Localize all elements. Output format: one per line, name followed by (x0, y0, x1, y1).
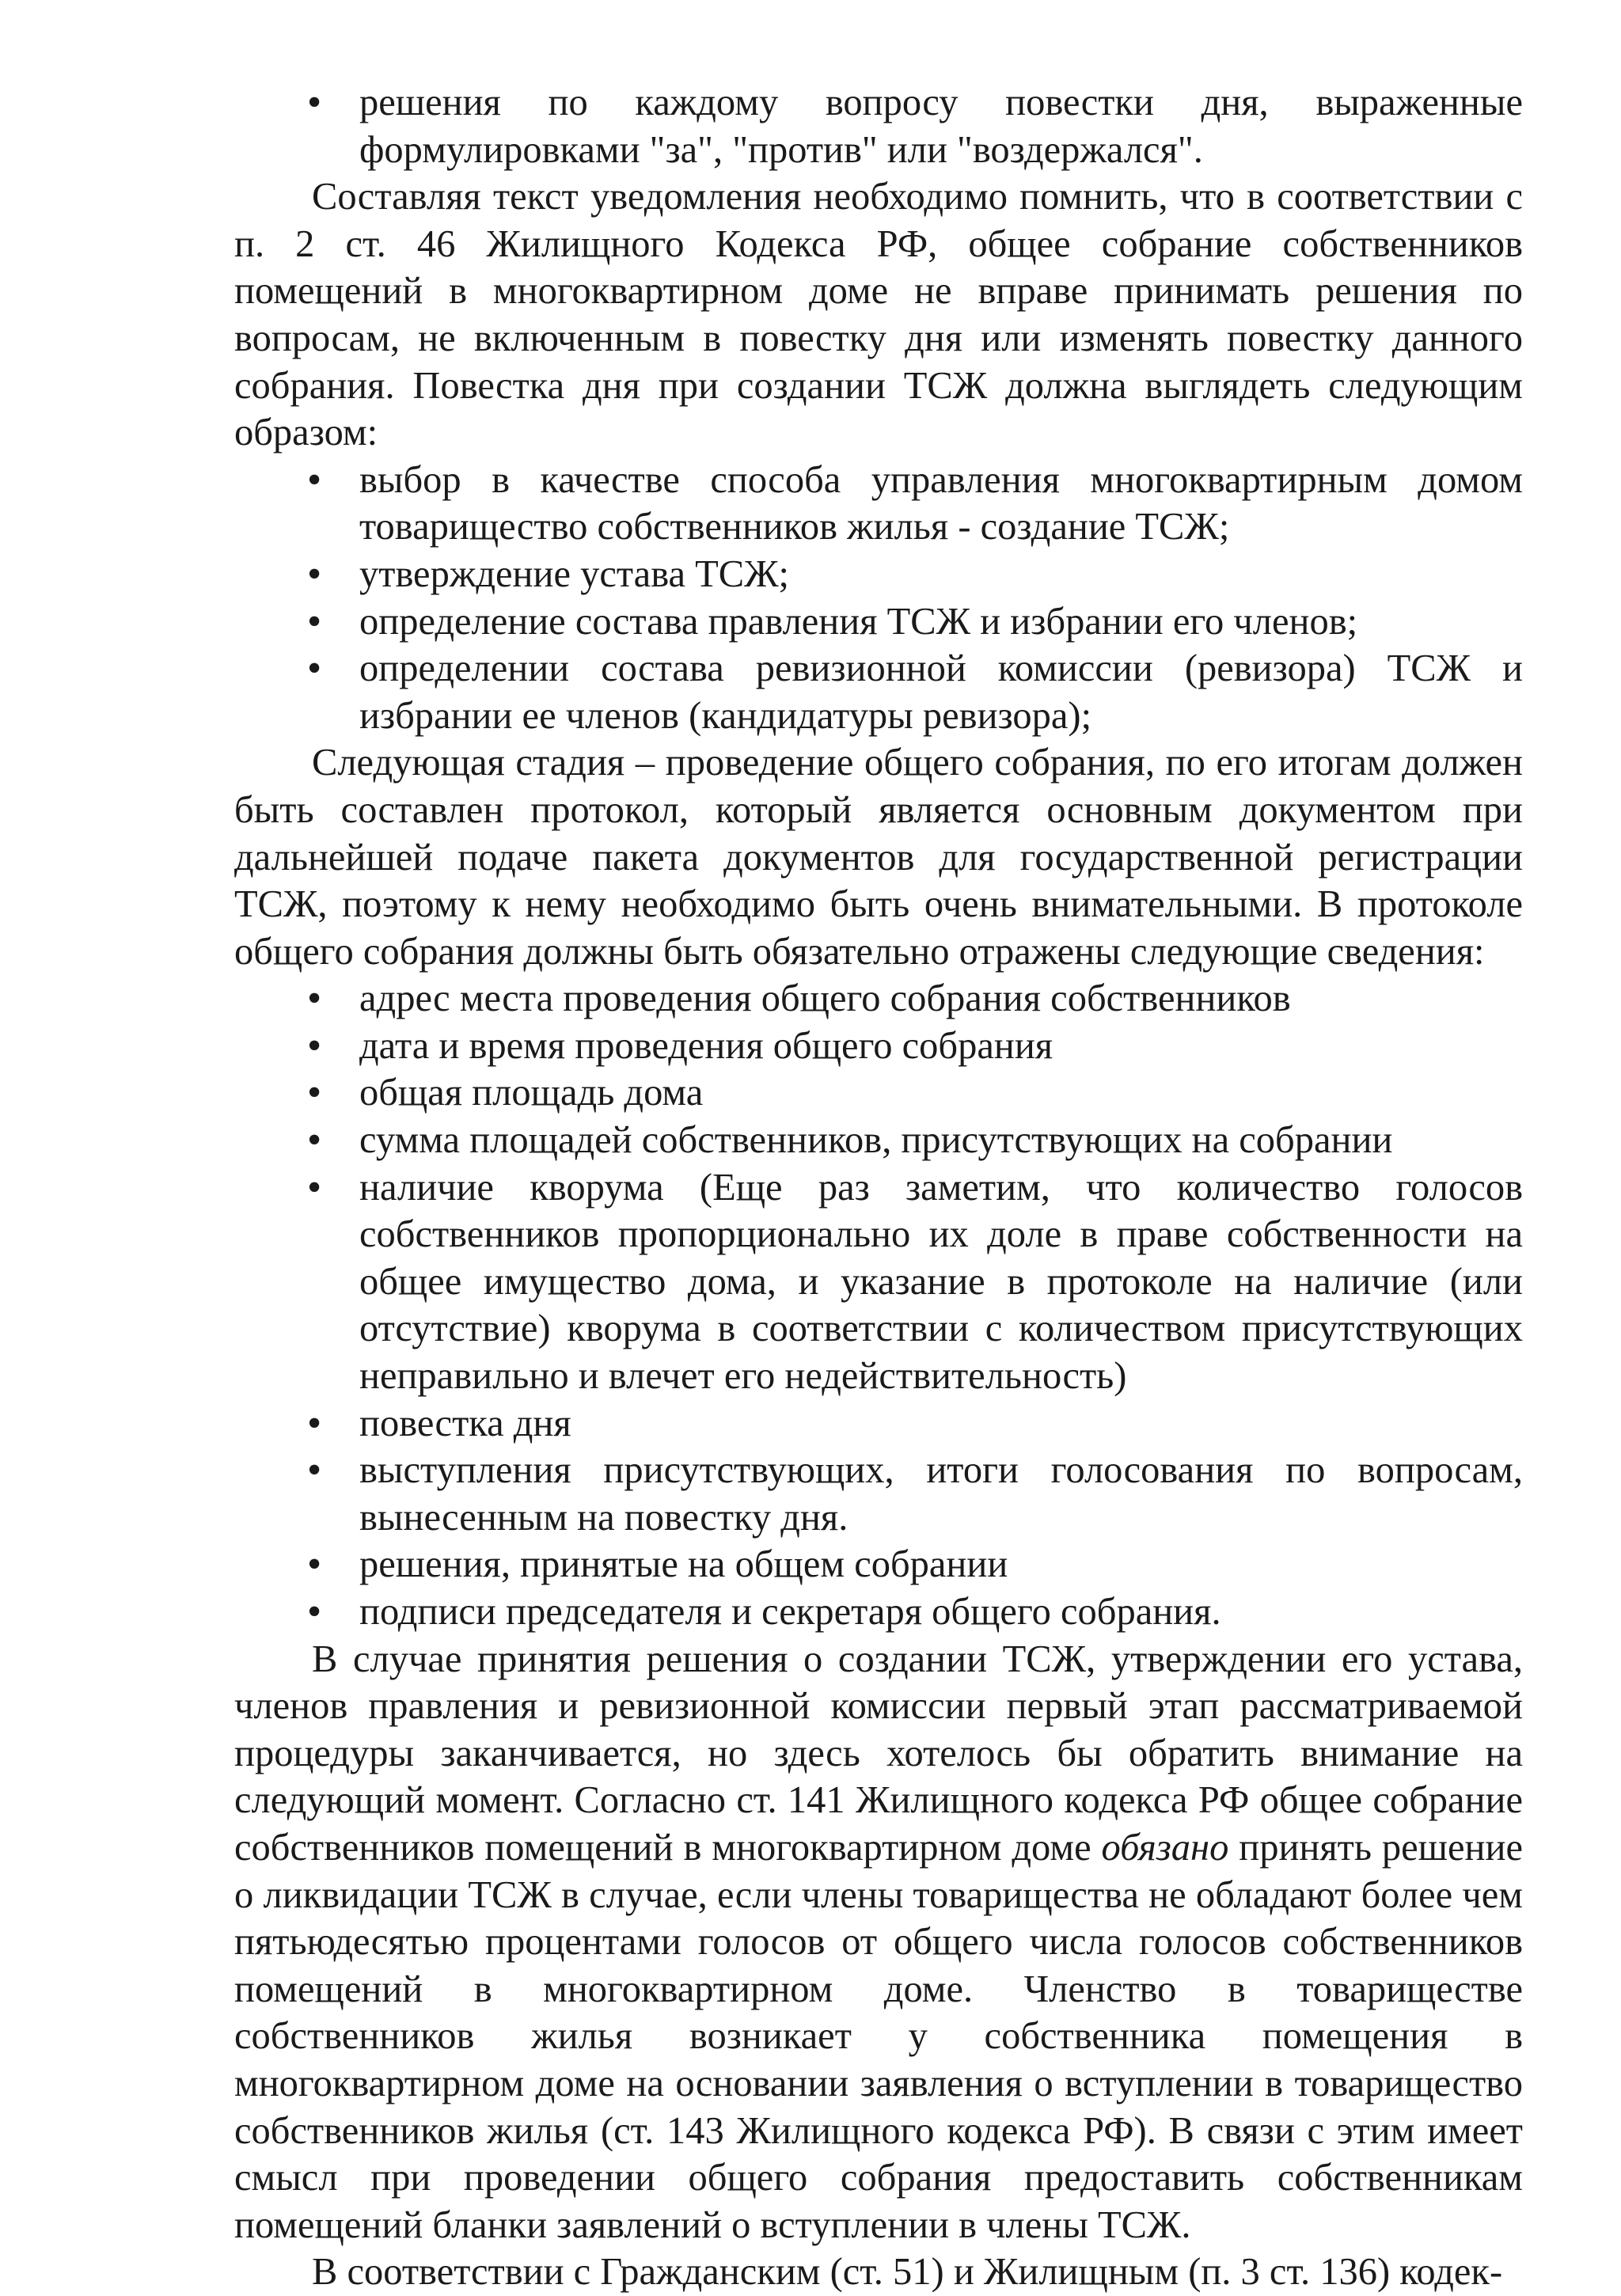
emphasis-text: обязано (1101, 1826, 1229, 1869)
paragraph-text: В случае принятия решения о создании ТСЖ, утверждении его устава, членов правления и ревизионной комиссии первый этап рассматриваемой процедуры заканчивается, но здесь хотелось бы обратить внимание на следующий момент. Согласно ст. 141 Жилищного кодекса РФ общее собрание собственников помещений в многоквартирном доме (234, 1638, 1523, 1869)
list-item: • утверждение устава ТСЖ; (234, 551, 1523, 598)
list-item: • наличие кворума (Еще раз заметим, что количество голосов собственников пропорционально их доле в праве собственности на общее имущество дома, и указание в протоколе на наличие (или отсутствие) кворума в соответствии с количеством присутствующих неправильно и влечет его недействительность) (234, 1164, 1523, 1400)
paragraph-liquidation (234, 1636, 1523, 2249)
list-item: • определении состава ревизионной комиссии (ревизора) ТСЖ и избрании ее членов (кандидатуры ревизора); (234, 645, 1523, 739)
document-page (234, 79, 1523, 2296)
list-item: • выбор в качестве способа управления многоквартирным домом товарищество собственников жилья - создание ТСЖ; (234, 457, 1523, 551)
list-item: • решения по каждому вопросу повестки дня, выраженные формулировками "за", "против" или "воздержался". (234, 79, 1523, 173)
list-item: • адрес места проведения общего собрания собственников (234, 975, 1523, 1023)
list-item: • выступления присутствующих, итоги голосования по вопросам, вынесенным на повестку дня. (234, 1447, 1523, 1541)
paragraph-notice: Составляя текст уведомления необходимо помнить, что в соответствии с п. 2 ст. 46 Жилищного Кодекса РФ, общее собрание собственников помещений в многоквартирном доме не вправе принимать решения по вопросам, не включенным в повестку дня или изменять повестку данного собрания. Повестка дня при создании ТСЖ должна выглядеть следующим образом: (234, 176, 1523, 454)
list-item: • определение состава правления ТСЖ и избрании его членов; (234, 598, 1523, 646)
bullet-list-voting (234, 79, 1523, 173)
list-item: • повестка дня (234, 1400, 1523, 1448)
list-item: • дата и время проведения общего собрания (234, 1023, 1523, 1070)
bullet-list-agenda (234, 457, 1523, 740)
paragraph-meeting: Следующая стадия – проведение общего собрания, по его итогам должен быть составлен протокол, который является основным документом при дальнейшей подаче пакета документов для государственной регистрации ТСЖ, поэтому к нему необходимо быть очень внимательными. В протоколе общего собрания должны быть обязательно отражены следующие сведения: (234, 742, 1523, 973)
list-item: • подписи председателя и секретаря общего собрания. (234, 1588, 1523, 1636)
paragraph-codes: В соответствии с Гражданским (ст. 51) и Жилищным (п. 3 ст. 136) кодек- (312, 2251, 1503, 2294)
list-item: • сумма площадей собственников, присутствующих на собрании (234, 1117, 1523, 1164)
list-item: • общая площадь дома (234, 1069, 1523, 1117)
bullet-list-protocol (234, 975, 1523, 1635)
list-item: • решения, принятые на общем собрании (234, 1541, 1523, 1588)
paragraph-text: принять решение о ликвидации ТСЖ в случае, если члены товарищества не обладают более чем пятьюдесятью процентами голосов от общего числа голосов собственников помещений в многоквартирном доме. Членство в товариществе собственников жилья возникает у собственника помещения в многоквартирном доме на основании заявления о вступлении в товарищество собственников жилья (ст. 143 Жилищного кодекса РФ). В связи с этим имеет смысл при проведении общего собрания предоставить собственникам помещений бланки заявлений о вступлении в члены ТСЖ. (234, 1826, 1523, 2246)
